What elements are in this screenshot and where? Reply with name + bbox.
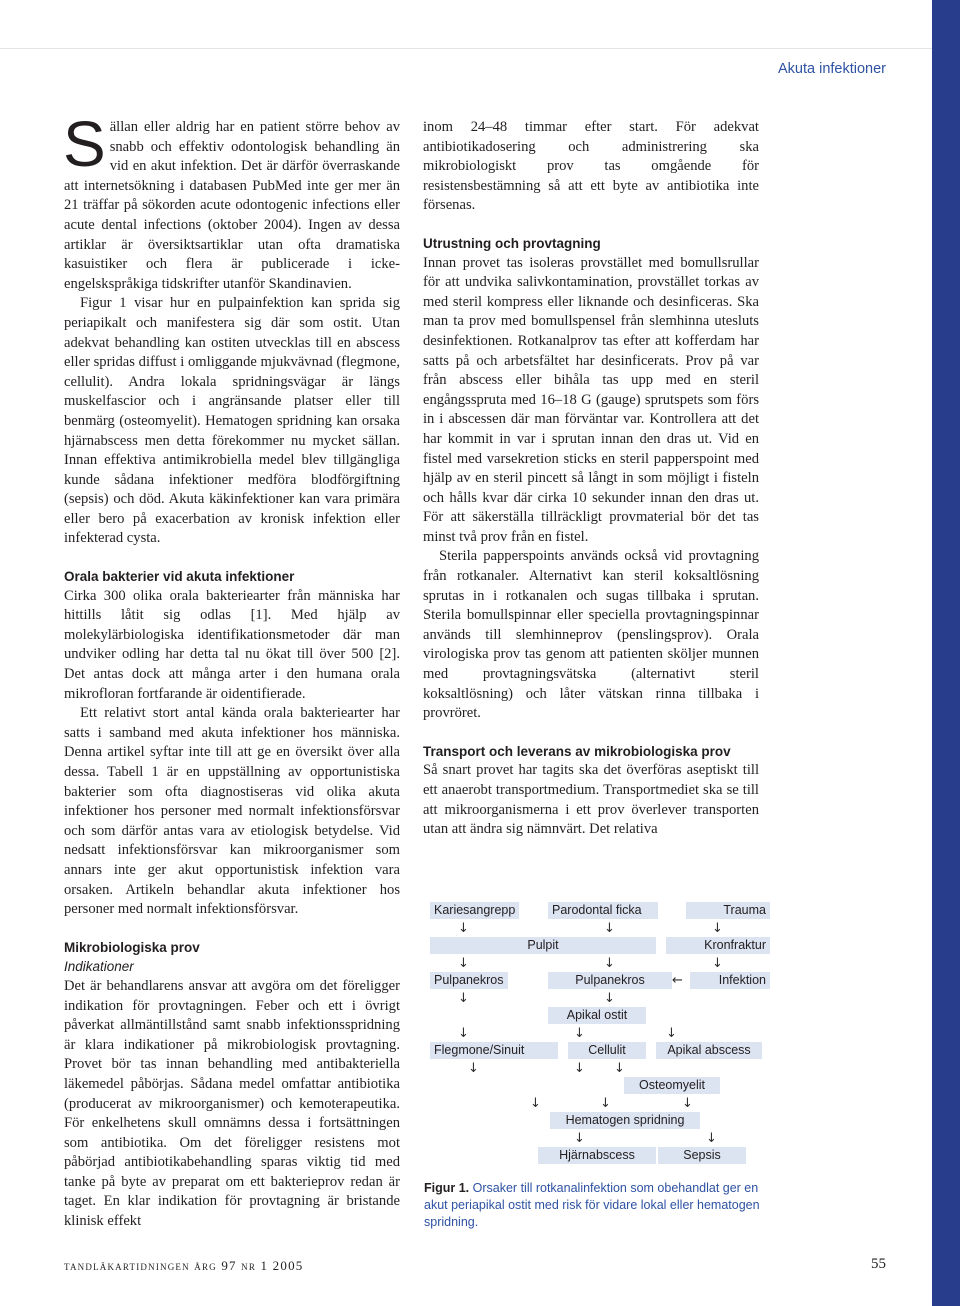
box-cellulit: Cellulit xyxy=(568,1042,646,1059)
heading-oral-bacteria: Orala bakterier vid akuta infektioner xyxy=(64,569,295,585)
caption-text: Orsaker till rotkanalinfektion som obehandlat ger en akut periapikal ostit med risk för vidare lokal eller hematogen spridning. xyxy=(424,1181,760,1229)
box-kronfraktur: Kronfraktur xyxy=(666,937,770,954)
box-osteomyelit: Osteomyelit xyxy=(624,1077,720,1094)
box-hematogen-spridning: Hematogen spridning xyxy=(550,1112,700,1129)
equipment-paragraph-1: Innan provet tas isoleras provstället med bomullsrullar för att undvika salivkontamination, provstället torkas av med steril kompress eller liknande och desinficeras. Ska man ta prov med bomullspensel från slemhinna utesluts desinfektionen. Rotkanalprov tas efter att kofferdam har satts på och arbetsfältet har desinficerats. Prov på var från abscess eller bihåla tas upp med en steril engångsspruta med 16–18 G (gauge) sprutspets som förs in i abscessen där man förväntar var. Kontrollera att det har kommit in var i sprutan innan den dras ut. Vid en fistel med varsekretion sticks en steril papperspoint med hjälp av en steril pincett så långt in som möjligt i fisteln och hålls kvar där cirka 10 sekunder innan den dras ut. För att säkerställa tillräckligt provmaterial bör det tas minst två prov från en fistel. xyxy=(423,254,759,545)
equipment-paragraph-2: Sterila papperspoints används också vid provtagning från rotkanaler. Alternativt kan steril koksaltlösning sprutas in i rotkanalen och sugas tillbaka i sprutan. Sterila bomullspinnar eller speciella provtagningspinnar används till slemhinneprov (penslingsprov). Orala virologiska prov tas genom att patienten sköljer munnen med provtagningsvätska (alternativt steril koksaltlösning) och låter vätskan rinna tillbaka i provröret. xyxy=(423,548,759,722)
drop-cap: S xyxy=(63,108,106,180)
box-apikal-ostit: Apikal ostit xyxy=(548,1007,646,1024)
arrow-down-icon: ↓ xyxy=(604,921,615,936)
heading-microbiological-samples: Mikrobiologiska prov xyxy=(64,939,200,955)
bacteria-paragraph-1: Cirka 300 olika orala bakteriearter från människa har hittills låtit sig odlas [1]. Med hjälp av molekylärbiologiska identifikationsmetoder där man undviker odling har detta tal nu ökat till över 500 [2]. Det antas dock att många arter i den humana orala mikrofloran fortfarande är oidentifierade. xyxy=(64,587,400,702)
figure-1-caption xyxy=(424,1180,760,1231)
heading-transport: Transport och leverans av mikrobiologiska prov xyxy=(423,743,731,759)
intro-paragraph xyxy=(63,108,400,294)
arrow-left-icon: ← xyxy=(672,973,683,988)
running-header: Akuta infektioner xyxy=(777,61,886,77)
box-pulpanekros-center: Pulpanekros xyxy=(548,972,672,989)
edge-color-bar xyxy=(932,0,960,1306)
box-sepsis: Sepsis xyxy=(658,1147,746,1164)
box-hjarnabscess: Hjärnabscess xyxy=(538,1147,656,1164)
box-kariesangrepp: Kariesangrepp xyxy=(430,902,519,919)
right-column xyxy=(423,118,759,840)
transport-paragraph: Så snart provet har tagits ska det överföras aseptiskt till ett anaerobt transportmedium. Transportmediet ska se till att mikroorganismerna i ett prov överlever transporten utan att ändra sig nämnvärt. Det relativa xyxy=(423,762,759,838)
subheading-indications: Indikationer xyxy=(64,959,134,975)
arrow-down-icon: ↓ xyxy=(530,1096,541,1111)
arrow-down-icon: ↓ xyxy=(666,1026,677,1041)
arrow-down-icon: ↓ xyxy=(458,991,469,1006)
arrow-down-icon: ↓ xyxy=(458,1026,469,1041)
page-number: 55 xyxy=(871,1256,886,1272)
box-flegmone-sinuit: Flegmone/Sinuit xyxy=(430,1042,558,1059)
arrow-down-icon: ↓ xyxy=(458,921,469,936)
arrow-down-icon: ↓ xyxy=(574,1026,585,1041)
figure-reference-paragraph: Figur 1 visar hur en pulpainfektion kan sprida sig periapikalt och manifestera sig där som ostit. Utan adekvat behandling kan ostiten utvecklas till en abscess eller spridas diffust i omliggande mjukvävnad (flegmone, cellulit). Andra lokala spridningsvägar är längs muskelfascior och i angränsande platser eller till benmärg (osteomyelit). Hematogen spridning kan orsaka hjärnabscess men detta förekommer nu mycket sällan. Innan effektiva antimikrobiella medel blev tillgängliga kunde sådana infektioner medföra blodförgiftning (sepsis) och död. Akuta käkinfektioner kan vara primära eller bero på exacerbation av kronisk infektion eller infekterad cysta. xyxy=(64,295,400,547)
figure-1-diagram xyxy=(424,896,764,1172)
box-pulpit: Pulpit xyxy=(430,937,656,954)
arrow-down-icon: ↓ xyxy=(706,1131,717,1146)
arrow-down-icon: ↓ xyxy=(600,1096,611,1111)
header-rule xyxy=(0,48,932,49)
left-column xyxy=(63,108,400,1232)
arrow-down-icon: ↓ xyxy=(468,1061,479,1076)
arrow-down-icon: ↓ xyxy=(614,1061,625,1076)
arrow-down-icon: ↓ xyxy=(574,1061,585,1076)
arrow-down-icon: ↓ xyxy=(604,991,615,1006)
bacteria-paragraph-2: Ett relativt stort antal kända orala bakteriearter har satts i samband med akuta infektioner hos människa. Denna artikel syftar inte till att ge en översikt över alla dessa. Tabell 1 är en uppställning av opportunistiska bakterier som ofta diagnostiseras vid olika akuta infektioner hos personer med normalt infektionsförsvar och som därför antas vara av etiologisk betydelse. Vid nedsatt infektionsförsvar kan mikroorganismer som annars inte ger akut opportunistisk infektion vara orsaken. Artikeln behandlar akuta infektioner hos personer med normalt infektionsförsvar. xyxy=(64,705,400,918)
caption-label: Figur 1. xyxy=(424,1181,470,1195)
arrow-down-icon: ↓ xyxy=(604,956,615,971)
continuation-paragraph: inom 24–48 timmar efter start. För adekvat antibiotikadosering och administrering ska mikrobiologiskt prov tas omgående för resistensbestämning så att ett byte av antibiotika inte försenas. xyxy=(423,119,759,214)
intro-text: ällan eller aldrig har en patient större behov av snabb och effektiv odontologisk behandling än vid en akut infektion. Det är därför överraskande att internetsökning i databasen PubMed inte ger mer än 21 träffar på sökorden acute odontogenic infections eller acute dental infections (oktober 2004). Ingen av dessa artiklar är översiktsartiklar utan ofta dramatiska kasuistiker och flera är publicerade i icke-engelskspråkiga tidskrifter utanför Skandinavien. xyxy=(64,119,400,292)
arrow-down-icon: ↓ xyxy=(682,1096,693,1111)
box-infektion: Infektion xyxy=(690,972,770,989)
arrow-down-icon: ↓ xyxy=(458,956,469,971)
indications-paragraph: Det är behandlarens ansvar att avgöra om det föreligger indikation för provtagningen. Feber och ett i övrigt påverkat allmäntillstånd samt snabb infektionsspridning är klara indikationer på mikrobiologisk provtagning. Provet bör tas innan behandling med antibakteriella läkemedel påbörjas. Sådana medel omfattar antibiotika (producerat av mikroorganismer) och kemoterapeutika. För enkelhetens skull omnämns dessa i fortsättningen som antibiotika. Om det föreligger resistens mot påbörjad antibiotikabehandling sparas viktig tid med tanke på byte av preparat om ett bakterieprov redan är taget. En klar indikation för provtagning är bristande klinisk effekt xyxy=(64,977,400,1230)
arrow-down-icon: ↓ xyxy=(712,956,723,971)
heading-equipment: Utrustning och provtagning xyxy=(423,235,601,251)
box-parodontal-ficka: Parodontal ficka xyxy=(548,902,658,919)
arrow-down-icon: ↓ xyxy=(712,921,723,936)
box-apikal-abscess: Apikal abscess xyxy=(656,1042,762,1059)
box-trauma: Trauma xyxy=(686,902,770,919)
journal-footer: tandläkartidningen årg 97 nr 1 2005 xyxy=(64,1258,304,1273)
box-pulpanekros-left: Pulpanekros xyxy=(430,972,508,989)
arrow-down-icon: ↓ xyxy=(574,1131,585,1146)
